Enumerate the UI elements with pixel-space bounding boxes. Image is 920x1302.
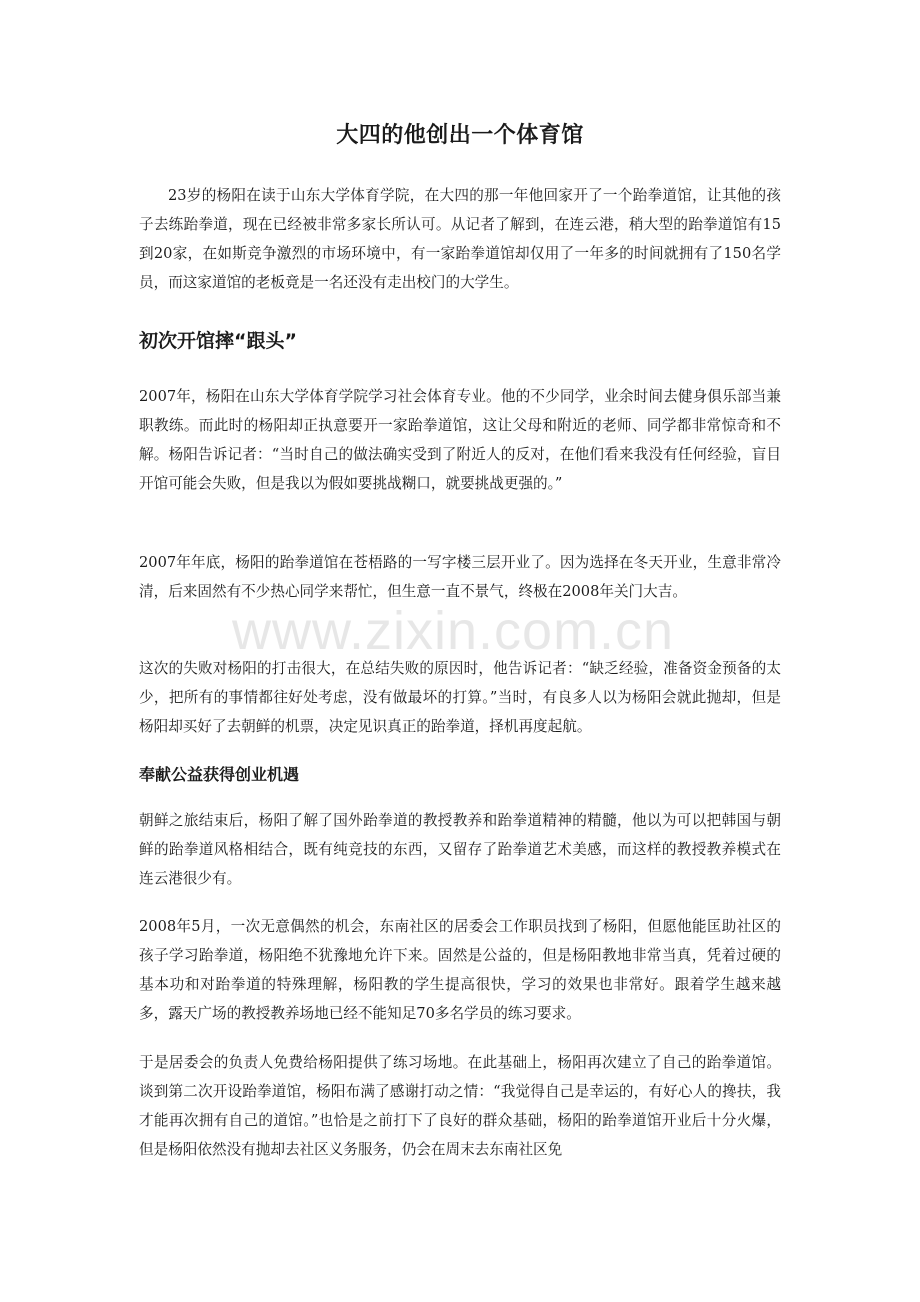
section1-paragraph-3: 这次的失败对杨阳的打击很大，在总结失败的原因时，他告诉记者：“缺乏经验，准备资金预备的太少，把所有的事情都往好处考虑，没有做最坏的打算。”当时，有良多人以为杨阳会就此抛却，但是杨阳却买好了去朝鲜的机票，决定见识真正的跆拳道，择机再度起航。 bbox=[139, 660, 781, 735]
section2-paragraph-1: 朝鲜之旅结束后，杨阳了解了国外跆拳道的教授教养和跆拳道精神的精髓，他以为可以把韩国与朝鲜的跆拳道风格相结合，既有纯竞技的东西，又留存了跆拳道艺术美感，而这样的教授教养模式在连云港很少有。 bbox=[139, 812, 781, 887]
article-title: 大四的他创出一个体育馆 bbox=[336, 123, 584, 148]
section1-paragraph-1: 2007年，杨阳在山东大学体育学院学习社会体育专业。他的不少同学，业余时间去健身俱乐部当兼职教练。而此时的杨阳却正执意要开一家跆拳道馆，这让父母和附近的老师、同学都非常惊奇和不解。杨阳告诉记者：“当时自己的做法确实受到了附近人的反对，在他们看来我没有任何经验，盲目开馆可能会失败，但是我以为假如要挑战糊口，就要挑战更强的。” bbox=[139, 388, 781, 492]
watermark: www.zixin.com.cn bbox=[232, 601, 675, 661]
section2-paragraph-3: 于是居委会的负责人免费给杨阳提供了练习场地。在此基础上，杨阳再次建立了自己的跆拳道馆。谈到第二次开设跆拳道馆，杨阳布满了感谢打动之情：“我觉得自己是幸运的，有好心人的搀扶，我才能再次拥有自己的道馆。”也恰是之前打下了良好的群众基础，杨阳的跆拳道馆开业后十分火爆，但是杨阳依然没有抛却去社区义务服务，仍会在周末去东南社区免 bbox=[139, 1054, 781, 1158]
section-heading-1: 初次开馆摔“跟头” bbox=[139, 330, 297, 352]
section-heading-2: 奉献公益获得创业机遇 bbox=[139, 765, 300, 784]
section1-paragraph-2: 2007年年底，杨阳的跆拳道馆在苍梧路的一写字楼三层开业了。因为选择在冬天开业，生意非常冷清，后来固然有不少热心同学来帮忙，但生意一直不景气，终极在2008年关门大吉。 bbox=[139, 554, 781, 600]
intro-paragraph: 23岁的杨阳在读于山东大学体育学院，在大四的那一年他回家开了一个跆拳道馆，让其他的孩子去练跆拳道，现在已经被非常多家长所认可。从记者了解到，在连云港，稍大型的跆拳道馆有15到20家，在如斯竞争激烈的市场环境中，有一家跆拳道馆却仅用了一年多的时间就拥有了150名学员，而这家道馆的老板竟是一名还没有走出校门的大学生。 bbox=[139, 187, 781, 291]
section2-paragraph-2: 2008年5月，一次无意偶然的机会，东南社区的居委会工作职员找到了杨阳，但愿他能匡助社区的孩子学习跆拳道，杨阳绝不犹豫地允许下来。固然是公益的，但是杨阳教地非常当真，凭着过硬的基本功和对跆拳道的特殊理解，杨阳教的学生提高很快，学习的效果也非常好。跟着学生越来越多，露天广场的教授教养场地已经不能知足70多名学员的练习要求。 bbox=[139, 918, 781, 1022]
